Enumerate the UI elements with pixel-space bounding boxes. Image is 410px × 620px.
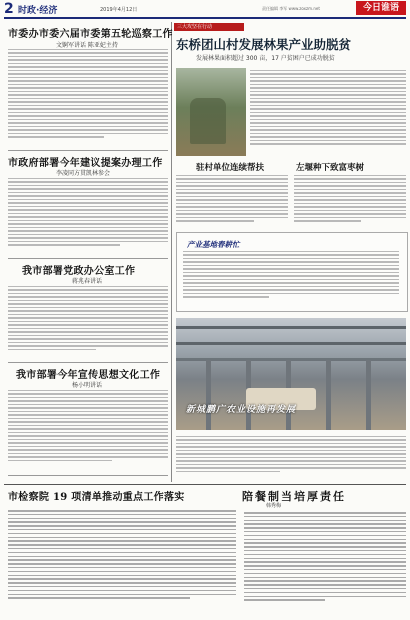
divider	[8, 258, 168, 259]
feature-title: 东桥团山村发展林果产业助脱贫	[176, 37, 352, 52]
topic-tag: 三大攻坚在行动	[174, 23, 244, 31]
commentary-author: 韩秀梅	[266, 503, 282, 509]
article-2-byline: 李凌同方贯凯林参会	[56, 170, 111, 177]
article-1-title: 市委办市委六届市委第五轮巡察工作	[8, 29, 173, 40]
section-name: 时政·经济	[18, 6, 58, 16]
column-divider	[171, 22, 172, 482]
article-4-body	[8, 390, 168, 463]
box-body	[183, 251, 399, 300]
newspaper-logo: 今日谁语	[356, 1, 406, 15]
article-3-byline: 蒋兆春讲话	[72, 278, 103, 285]
feature-box	[176, 232, 408, 312]
header-rule	[4, 17, 406, 19]
article-2-title: 市政府部署今年建议提案办理工作	[8, 158, 163, 169]
subhead-2: 左堰种下致富枣树	[296, 163, 365, 173]
page-number: 2	[4, 1, 14, 17]
article-2-body	[8, 178, 168, 248]
commentary-title: 陪餐制当培厚责任	[242, 490, 346, 503]
photo-caption-body	[176, 436, 406, 474]
subhead-1-body	[176, 175, 288, 224]
feature-subtitle: 发展林果面积超过 300 亩，17 户贫困户已成功脱贫	[196, 55, 335, 62]
divider	[8, 362, 168, 363]
box-title: 产业基地春耕忙	[187, 240, 240, 249]
issue-date: 2019年4月12日	[100, 7, 138, 13]
bottom-rule	[4, 484, 406, 485]
page-header	[4, 2, 406, 16]
article-4-byline: 杨小明讲话	[72, 382, 103, 389]
subhead-2-body	[294, 175, 406, 224]
editor-line: 责任编辑 李军 www.zoxzm.net	[262, 6, 320, 11]
article-1-byline: 文婀军讲话 陈亚妃主持	[56, 42, 118, 49]
article-3-body	[8, 286, 168, 352]
feature-photo	[176, 68, 246, 156]
article-1-body	[8, 49, 168, 140]
divider	[8, 150, 168, 151]
article-5-title: 市检察院 19 项清单推动重点工作落实	[8, 492, 185, 503]
commentary-body	[244, 512, 406, 603]
divider	[8, 475, 168, 476]
article-5-body	[8, 510, 236, 601]
photo-caption: 新城鹏广农业设施再发展	[186, 405, 297, 415]
article-4-title: 我市部署今年宣传思想文化工作	[16, 370, 161, 381]
feature-body	[250, 70, 406, 147]
article-3-title: 我市部署党政办公室工作	[22, 266, 136, 277]
subhead-1: 驻村单位连续帮扶	[196, 163, 265, 173]
